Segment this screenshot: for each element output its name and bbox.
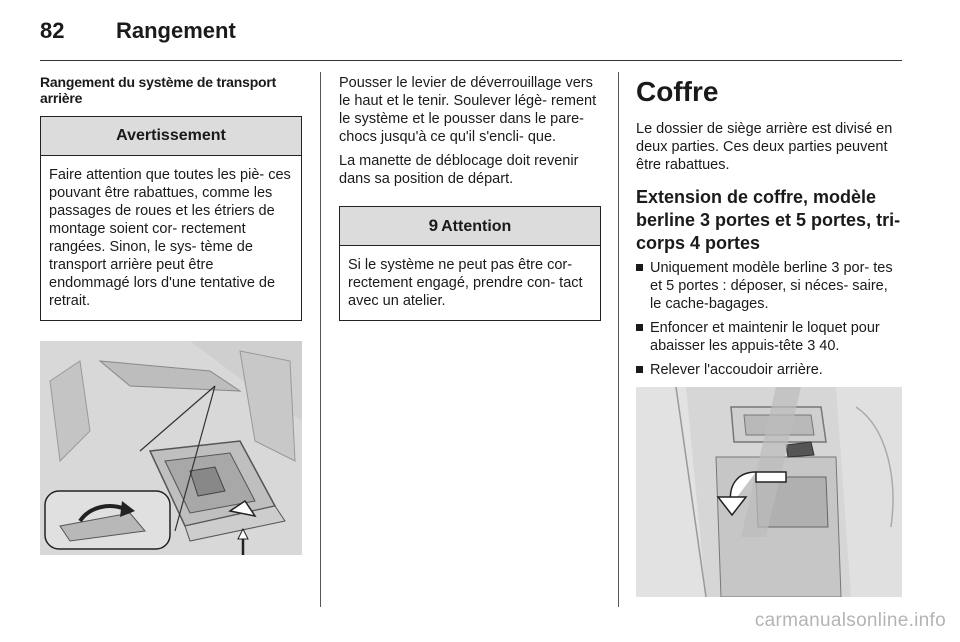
armrest-drawing <box>636 387 902 597</box>
page-number: 82 <box>40 18 65 43</box>
list-item-text: Relever l'accoudoir arrière. <box>650 362 823 378</box>
list-item-text: Enfoncer et maintenir le loquet pour abaisser les appuis-tête <box>650 320 880 354</box>
instruction-paragraph-1: Pousser le levier de déverrouillage vers le haut et le tenir. Soulever légè- rement le système et le pousser dans le pare-chocs jusqu'à ce qu'il s'encli- que. <box>339 75 597 145</box>
bullet-icon <box>636 264 643 271</box>
section-heading-rear-carrier: Rangement du système de transport arrière <box>40 74 277 106</box>
rear-carrier-drawing <box>40 341 302 555</box>
attention-box <box>339 206 601 321</box>
column-divider-2 <box>618 72 619 607</box>
page-reference[interactable]: 40. <box>819 338 840 354</box>
intro-paragraph: Le dossier de siège arrière est divisé en deux parties. Ces deux parties peuvent être rabattues. <box>636 121 893 173</box>
section-title-coffre: Coffre <box>636 76 719 107</box>
instruction-list <box>636 259 902 379</box>
bullet-icon <box>636 324 643 331</box>
attention-box-text: Si le système ne peut pas être cor- rectement engagé, prendre con- tact avec un atelier. <box>348 257 583 309</box>
attention-box-title <box>340 207 600 246</box>
bullet-icon <box>636 366 643 373</box>
column-3 <box>636 74 902 597</box>
list-item <box>636 319 902 355</box>
list-item-text: Uniquement modèle berline 3 por- tes et 5 portes : déposer, si néces- saire, le cache-bagages. <box>650 260 893 312</box>
page-header <box>40 16 900 56</box>
warning-box <box>40 116 302 321</box>
subsection-heading: Extension de coffre, modèle berline 3 portes et 5 portes, tri- corps 4 portes <box>636 187 901 253</box>
instruction-paragraph-2: La manette de déblocage doit revenir dans sa position de départ. <box>339 153 579 187</box>
column-2 <box>339 74 601 341</box>
column-1 <box>40 74 302 555</box>
warning-box-title: Avertissement <box>41 117 301 156</box>
watermark: carmanualsonline.info <box>754 610 946 631</box>
warning-box-text: Faire attention que toutes les piè- ces pouvant être rabattues, comme les passages de roues et les étriers de montage soient cor- rectement rangées. Sinon, le sys- tème de transport arrière peut être endommagé lors d'une tentative de retrait. <box>49 167 291 309</box>
warning-triangle-icon: 9 <box>428 216 439 235</box>
attention-label: Attention <box>441 218 512 235</box>
list-item <box>636 259 902 313</box>
header-divider <box>40 60 902 61</box>
armrest-illustration <box>636 387 902 597</box>
column-divider-1 <box>320 72 321 607</box>
rear-carrier-illustration <box>40 341 302 555</box>
list-item <box>636 361 902 379</box>
page-title: Rangement <box>116 18 236 43</box>
page-reference-icon: 3 <box>807 338 816 354</box>
